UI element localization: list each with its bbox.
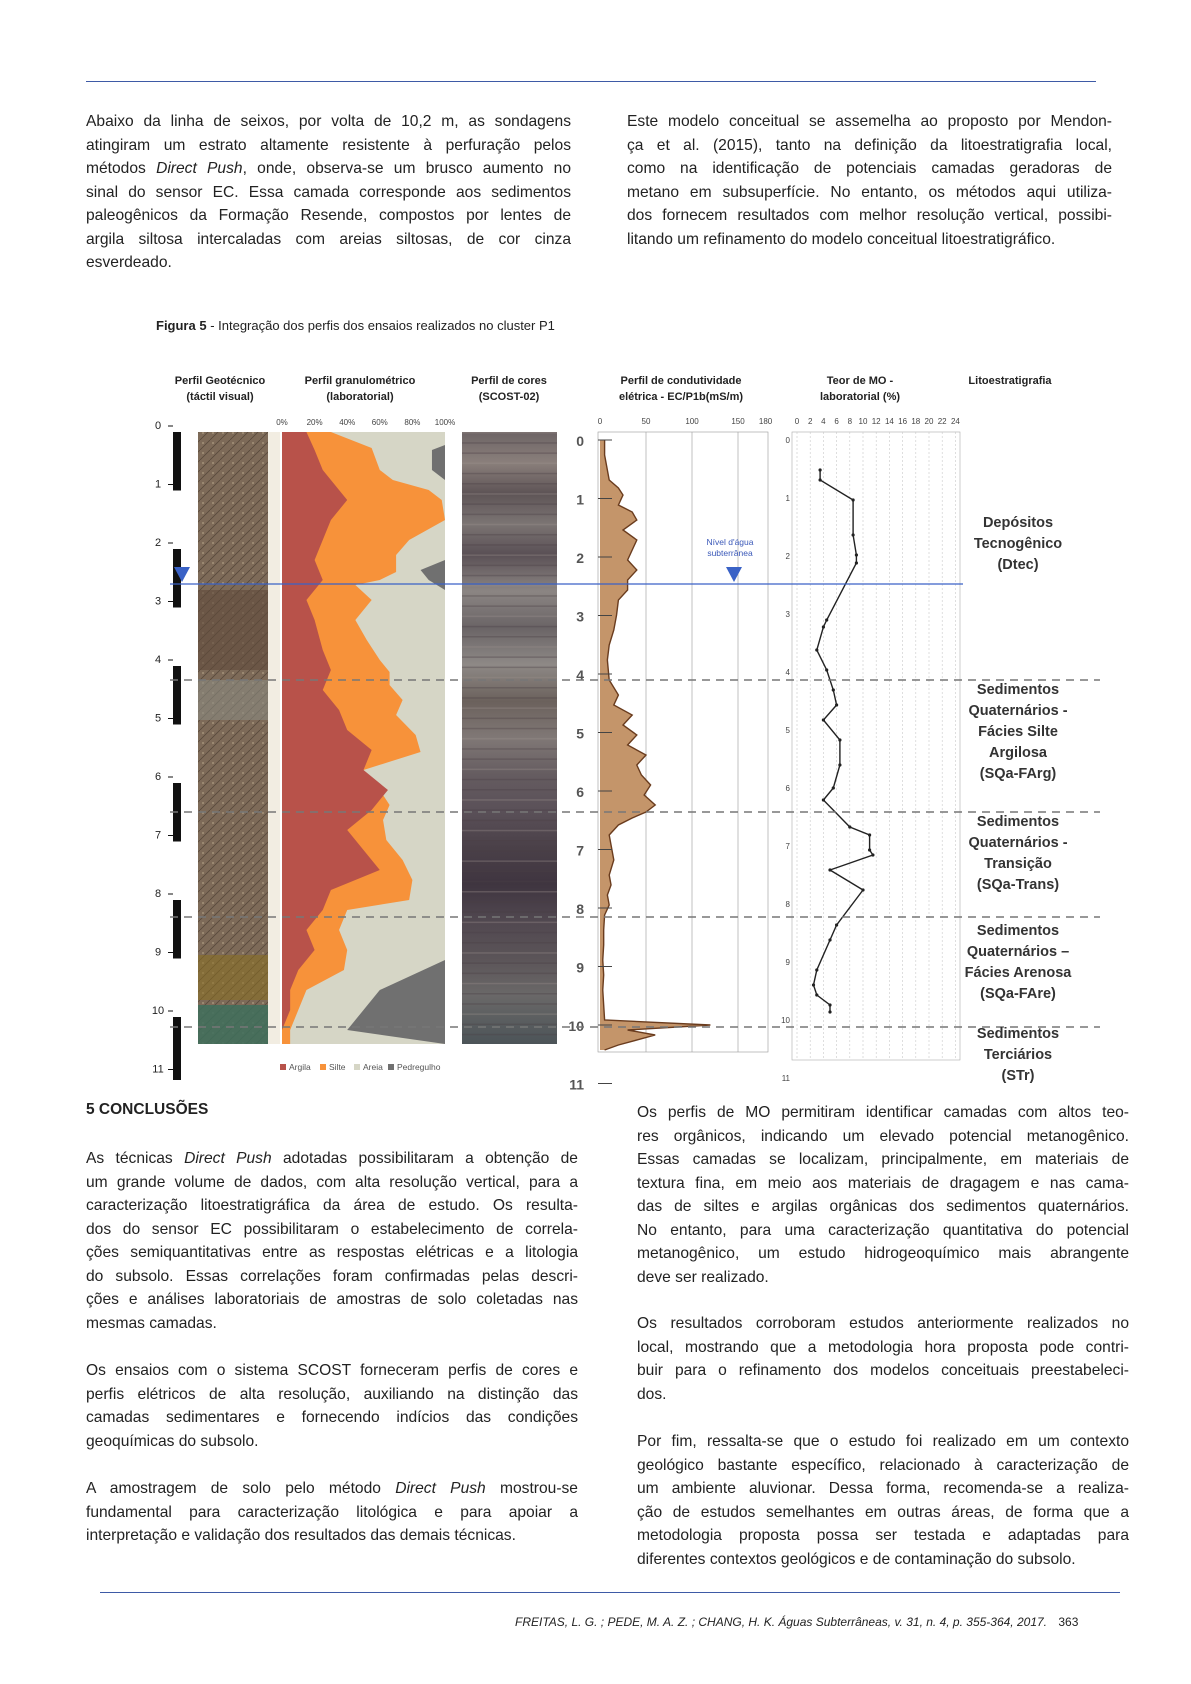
granulometry-chart: [276, 418, 455, 1044]
text-line: deve ser realizado.: [637, 1268, 769, 1286]
text-line: res orgânicos, indicando um elevado potencial metanogênico.: [637, 1127, 1129, 1145]
mo-depth-label: 4: [785, 668, 790, 677]
mo-depth-label: 2: [785, 552, 790, 561]
mo-point: [855, 553, 858, 556]
conclusions-right-3: [637, 1430, 1129, 1571]
stratigraphy-label: (SQa-Trans): [976, 877, 1060, 893]
ruler-segment: [173, 959, 181, 1018]
color-band: [462, 993, 557, 995]
color-band: [462, 820, 557, 822]
mo-depth-label: 5: [785, 726, 790, 735]
color-band: [462, 493, 557, 495]
ec-depth-label: 6: [576, 784, 584, 800]
stratigraphy-label: Fácies Arenosa: [964, 965, 1072, 981]
mo-tick: 18: [911, 417, 921, 426]
text-line: paleogênicos da Formação Resende, compostos por lentes de: [86, 207, 571, 224]
text-line: As técnicas Direct Push adotadas possibilitaram a obtenção de: [86, 1150, 578, 1167]
legend-swatch: [354, 1064, 360, 1070]
text-line: ção de estudos semelhantes em outras áreas, de forma que a: [637, 1503, 1129, 1521]
text-line: mesmas camadas.: [86, 1314, 217, 1332]
stratigraphy-label: Transição: [984, 856, 1052, 872]
depth-label: 1: [154, 478, 162, 491]
mo-point: [825, 618, 828, 621]
color-band: [462, 524, 557, 526]
text-line: Por fim, ressalta-se que o estudo foi realizado em um contexto: [637, 1433, 1129, 1450]
stratigraphy-labels: [965, 515, 1073, 1084]
mo-depth-label: 11: [781, 1074, 790, 1083]
color-band: [462, 789, 557, 791]
mo-point: [828, 868, 831, 871]
conclusions-right-1: [637, 1101, 1129, 1289]
color-band: [462, 575, 557, 577]
color-band: [462, 442, 557, 444]
ec-depth-label: 5: [576, 725, 584, 742]
mo-point: [825, 668, 828, 671]
color-band: [462, 962, 557, 964]
color-band: [462, 646, 557, 648]
stratigraphy-label: Sedimentos: [976, 923, 1060, 939]
legend-label: Areia: [363, 1062, 383, 1072]
color-band: [462, 769, 557, 771]
text-line: metanogênico, um estudo hidrogeoquímico mais abrangente: [637, 1245, 1129, 1262]
mo-point: [852, 533, 855, 536]
text-line: Os resultados corroboram estudos anteriormente realizados no: [637, 1315, 1129, 1332]
granulometry-tick: 60%: [371, 418, 388, 427]
conclusions-left-3: [86, 1477, 578, 1548]
legend-swatch: [280, 1064, 286, 1070]
text-line: diferentes contextos geológicos e de contaminação do subsolo.: [637, 1550, 1076, 1568]
text-line: um grande volume de dados, com alta resolução vertical, para a: [86, 1173, 578, 1191]
ec-depth-label: 9: [576, 959, 584, 976]
text-line: textura fina, em meio aos materiais de dragagem e nas cama-: [637, 1174, 1129, 1192]
column-header: (SCOST-02): [478, 391, 540, 403]
mo-point: [855, 561, 858, 564]
depth-label: 10: [151, 1005, 165, 1017]
stratigraphy-label: (SQa-FAre): [980, 986, 1056, 1002]
stratigraphy-label: (SQa-FArg): [979, 766, 1057, 782]
text-line: dos.: [637, 1385, 667, 1403]
conclusions-left-2: [86, 1359, 578, 1453]
color-band: [462, 677, 557, 679]
stratigraphy-label: (Dtec): [997, 557, 1039, 573]
color-band: [462, 463, 557, 465]
color-band: [462, 1013, 557, 1015]
color-band: [462, 748, 557, 750]
text-line: das de siltes e argilas orgânicas dos sedimentos quaternários.: [637, 1198, 1129, 1215]
water-table-label-line: Nível d'água: [706, 537, 754, 547]
mo-tick: 2: [807, 417, 813, 426]
column-header: Perfil de condutividade: [620, 375, 742, 387]
color-band: [462, 911, 557, 913]
mo-point: [819, 468, 822, 471]
text-line: ções e análises laboratoriais de amostras de solo coletadas nas: [86, 1291, 578, 1308]
mo-point: [822, 718, 825, 721]
ec-depth-label: 10: [568, 1018, 584, 1034]
ec-tick: 150: [731, 417, 745, 426]
color-band: [462, 616, 557, 618]
mo-point: [812, 983, 815, 986]
text-line: ções semiquantitativas entre as respostas elétricas e a litologia: [86, 1244, 578, 1261]
mo-tick: 24: [950, 417, 960, 426]
ec-depth-label: 11: [569, 1076, 584, 1093]
color-band: [462, 483, 557, 485]
column-header: Perfil de cores: [471, 375, 547, 387]
mo-point: [828, 1010, 831, 1013]
mo-point: [838, 738, 841, 741]
mo-point: [819, 478, 822, 481]
page-number: 363: [1058, 1615, 1079, 1629]
text-line: perfis elétricos de alta resolução, auxiliando na distinção das: [86, 1385, 578, 1403]
depth-label: 3: [154, 595, 162, 608]
color-band: [462, 514, 557, 516]
mo-point: [822, 625, 825, 628]
color-band: [462, 952, 557, 954]
section-title: 5 CONCLUSÕES: [86, 1101, 209, 1118]
text-line: Abaixo da linha de seixos, por volta de 10,2 m, as sondagens: [86, 113, 571, 130]
color-band: [462, 871, 557, 873]
stratigraphy-label: Quaternários -: [968, 703, 1068, 719]
text-line: dos fornecem resultados com melhor resolução vertical, possibi-: [627, 207, 1112, 224]
ec-chart: [568, 417, 772, 1093]
color-band: [462, 697, 557, 699]
column-headers: [175, 375, 1053, 403]
mo-point: [852, 498, 855, 501]
granulometry-tick: 40%: [339, 418, 356, 427]
text-line: sinal do sensor EC. Essa camada corresponde aos sedimentos: [86, 183, 571, 201]
depth-label: 9: [154, 946, 162, 959]
mo-point: [828, 938, 831, 941]
color-band: [462, 585, 557, 587]
mo-tick: 4: [821, 417, 826, 426]
color-band: [462, 891, 557, 893]
ec-tick: 50: [641, 417, 651, 426]
water-table-label-line: subterrânea: [707, 548, 753, 558]
conclusions-right-2: [637, 1312, 1129, 1406]
color-band: [462, 554, 557, 556]
granulometry-tick: 0%: [276, 418, 288, 427]
text-line: camadas sedimentares e fornecendo indícios das condições: [86, 1409, 578, 1426]
depth-label: 0: [154, 420, 162, 432]
mo-point: [868, 833, 871, 836]
text-line: esverdeado.: [86, 254, 172, 271]
column-header: Litoestratigrafia: [968, 375, 1052, 387]
depth-label: 5: [154, 712, 162, 725]
color-band: [462, 565, 557, 567]
color-band: [462, 687, 557, 689]
text-line: metodologia proposta possa ser testada e adaptadas para: [637, 1527, 1129, 1544]
mo-point: [828, 1003, 831, 1006]
color-band: [462, 922, 557, 924]
mo-point: [861, 888, 864, 891]
color-band: [462, 707, 557, 709]
mo-depth-label: 7: [785, 842, 790, 851]
legend-label: Silte: [329, 1062, 346, 1072]
mo-tick: 12: [871, 417, 881, 426]
depth-ruler: [152, 420, 181, 1080]
text-line: Este modelo conceitual se assemelha ao proposto por Mendon-: [627, 113, 1112, 130]
mo-depth-label: 6: [785, 784, 790, 793]
mo-depth-label: 0: [785, 436, 790, 445]
stratigraphy-label: Fácies Silte: [978, 724, 1058, 740]
color-band: [462, 830, 557, 832]
water-table-label: [707, 537, 754, 558]
depth-label: 6: [154, 771, 162, 783]
text-line: atingiram um estrato altamente resistente à perfuração pelos: [86, 136, 571, 154]
text-line: ça et al. (2015), tanto na definição da litoestratigrafia local,: [627, 136, 1112, 154]
text-line: A amostragem de solo pelo método Direct Push mostrou-se: [86, 1480, 578, 1497]
color-band: [462, 850, 557, 852]
color-band: [462, 473, 557, 475]
stratigraphy-label: Terciários: [983, 1047, 1053, 1063]
color-band: [462, 799, 557, 801]
color-band: [462, 860, 557, 862]
text-line: geoquímicas do subsolo.: [86, 1432, 259, 1450]
ec-depth-label: 4: [576, 667, 584, 683]
color-band: [462, 840, 557, 842]
depth-label: 7: [154, 829, 162, 842]
legend-swatch: [320, 1064, 326, 1070]
color-band: [462, 544, 557, 546]
column-header: Perfil Geotécnico: [174, 375, 266, 387]
mo-tick: 14: [884, 417, 894, 426]
color-band: [462, 636, 557, 638]
text-line: como na identificação de potenciais camadas geradoras de: [627, 160, 1112, 177]
mo-point: [848, 825, 851, 828]
text-line: Os ensaios com o sistema SCOST forneceram perfis de cores e: [86, 1362, 578, 1379]
stratigraphy-label: Quaternários -: [968, 835, 1068, 851]
text-line: dos do sensor EC possibilitaram o estabelecimento de correla-: [86, 1220, 578, 1238]
granulometry-legend: [280, 1062, 441, 1072]
color-band: [462, 758, 557, 760]
text-line: fundamental para caracterização litológica e para apoiar a: [86, 1503, 578, 1521]
text-line: argila siltosa intercaladas com areias siltosas, de cor cinza: [86, 230, 571, 248]
color-band: [462, 605, 557, 607]
color-band: [462, 932, 557, 934]
mo-point: [868, 848, 871, 851]
legend-label: Argila: [289, 1062, 311, 1072]
color-band: [462, 881, 557, 883]
stratigraphy-label: Depósitos: [982, 515, 1054, 531]
text-line: No entanto, para uma caracterização quantitativa do potencial: [637, 1221, 1129, 1239]
column-header: Perfil granulométrico: [304, 375, 416, 387]
mo-point: [835, 703, 838, 706]
footer-citation: [515, 1615, 1078, 1629]
mo-depth-label: 1: [785, 494, 790, 503]
color-band: [462, 667, 557, 669]
ec-tick: 0: [597, 417, 603, 426]
mo-point: [871, 853, 874, 856]
granulometry-tick: 100%: [434, 418, 456, 427]
citation-text: FREITAS, L. G. ; PEDE, M. A. Z. ; CHANG, H. K. Águas Subterrâneas, v. 31, n. 4, p. 355-364, 2017.: [515, 1615, 1048, 1629]
mo-point: [822, 798, 825, 801]
depth-label: 8: [154, 888, 162, 900]
text-line: Essas camadas se localizam, principalmente, em materiais de: [637, 1151, 1129, 1168]
text-line: geológico bastante específico, relacionado à caracterização de: [637, 1456, 1129, 1474]
ec-depth-label: 7: [576, 842, 584, 859]
text-line: local, mostrando que a metodologia hora proposta pode contri-: [637, 1338, 1129, 1356]
ruler-segment: [173, 842, 181, 901]
color-band: [462, 1024, 557, 1026]
color-band: [462, 809, 557, 811]
depth-label: 2: [154, 537, 162, 549]
column-header: (táctil visual): [186, 391, 254, 403]
color-band: [462, 718, 557, 720]
mo-point: [832, 786, 835, 789]
mo-point: [815, 993, 818, 996]
column-header: laboratorial (%): [819, 391, 901, 403]
stratigraphy-label: Tecnogênico: [973, 536, 1063, 552]
color-band: [462, 626, 557, 628]
stratigraphy-label: Sedimentos: [976, 814, 1060, 830]
conclusions-left-1: [86, 1147, 578, 1335]
mo-depth-label: 10: [781, 1016, 790, 1025]
text-line: um ambiente aluvionar. Dessa forma, recomenda-se a realiza-: [637, 1480, 1129, 1497]
color-band: [462, 901, 557, 903]
mo-tick: 20: [924, 417, 934, 426]
color-band: [462, 595, 557, 597]
depth-label: 11: [152, 1063, 164, 1076]
color-band: [462, 1003, 557, 1005]
color-band: [462, 503, 557, 505]
color-profile: [462, 432, 557, 1044]
mo-tick: 8: [847, 417, 853, 426]
stratigraphy-label: Argilosa: [988, 745, 1048, 761]
color-band: [462, 452, 557, 454]
mo-depth-label: 9: [785, 958, 790, 967]
text-line: interpretação e validação dos resultados das demais técnicas.: [86, 1527, 516, 1544]
stratigraphy-label: (STr): [1001, 1068, 1035, 1084]
text-line: do subsolo. Essas correlações foram confirmadas pelas descri-: [86, 1267, 578, 1285]
text-line: métodos Direct Push, onde, observa-se um brusco aumento no: [86, 160, 571, 177]
granulometry-tick: 20%: [306, 418, 323, 427]
mo-point: [815, 968, 818, 971]
ec-depth-label: 3: [576, 608, 584, 625]
mo-chart: [781, 417, 960, 1083]
depth-label: 4: [154, 654, 162, 666]
mo-tick: 22: [937, 417, 947, 426]
ruler-segment: [173, 491, 181, 550]
geotechnical-profile: [198, 432, 280, 1044]
color-band: [462, 656, 557, 658]
stratigraphy-label: Sedimentos: [976, 1026, 1060, 1042]
text-line: metano em subsuperfície. No entanto, os métodos aqui utiliza-: [627, 183, 1112, 201]
mo-tick: 10: [858, 417, 868, 426]
mo-tick: 6: [834, 417, 839, 426]
column-header: Teor de MO -: [826, 375, 894, 387]
mo-point: [835, 923, 838, 926]
text-line: caracterização litoestratigráfica da área de estudo. Os resulta-: [86, 1197, 578, 1214]
stratigraphy-label: Quaternários –: [966, 944, 1070, 960]
granulometry-tick: 80%: [404, 418, 421, 427]
ec-depth-label: 8: [576, 901, 584, 917]
legend-swatch: [388, 1064, 394, 1070]
color-band: [462, 983, 557, 985]
color-band: [462, 534, 557, 536]
color-band: [462, 432, 557, 434]
mo-tick: 16: [898, 417, 908, 426]
mo-depth-label: 8: [785, 900, 790, 909]
color-band: [462, 942, 557, 944]
footer-rule: [100, 1592, 1120, 1593]
figure-caption-text: - Integração dos perfis dos ensaios realizados no cluster P1: [206, 318, 555, 333]
ruler-segment: [173, 725, 181, 784]
mo-depth-label: 3: [785, 610, 790, 619]
color-band: [462, 973, 557, 975]
color-band: [462, 779, 557, 781]
ec-tick: 100: [685, 417, 699, 426]
ec-tick: 180: [758, 417, 773, 426]
ec-depth-label: 1: [576, 491, 584, 508]
ec-depth-label: 2: [576, 550, 584, 566]
text-line: Os perfis de MO permitiram identificar camadas com altos teo-: [637, 1104, 1129, 1121]
figure-caption-label: Figura 5: [156, 318, 207, 333]
column-header: elétrica - EC/P1b(mS/m): [618, 391, 744, 403]
column-header: (laboratorial): [326, 391, 394, 403]
stratigraphy-label: Sedimentos: [976, 682, 1060, 698]
text-line: litando um refinamento do modelo conceitual litoestratigráfico.: [627, 230, 1056, 248]
color-band: [462, 728, 557, 730]
mo-point: [838, 763, 841, 766]
text-line: buir para o refinamento dos modelos conceituais preestabeleci-: [637, 1362, 1129, 1379]
mo-point: [815, 648, 818, 651]
mo-point: [832, 688, 835, 691]
color-band: [462, 1034, 557, 1036]
legend-label: Pedregulho: [397, 1062, 441, 1072]
ruler-segment: [173, 608, 181, 667]
mo-tick: 0: [794, 417, 800, 426]
color-band: [462, 738, 557, 740]
ec-depth-label: 0: [576, 433, 584, 449]
